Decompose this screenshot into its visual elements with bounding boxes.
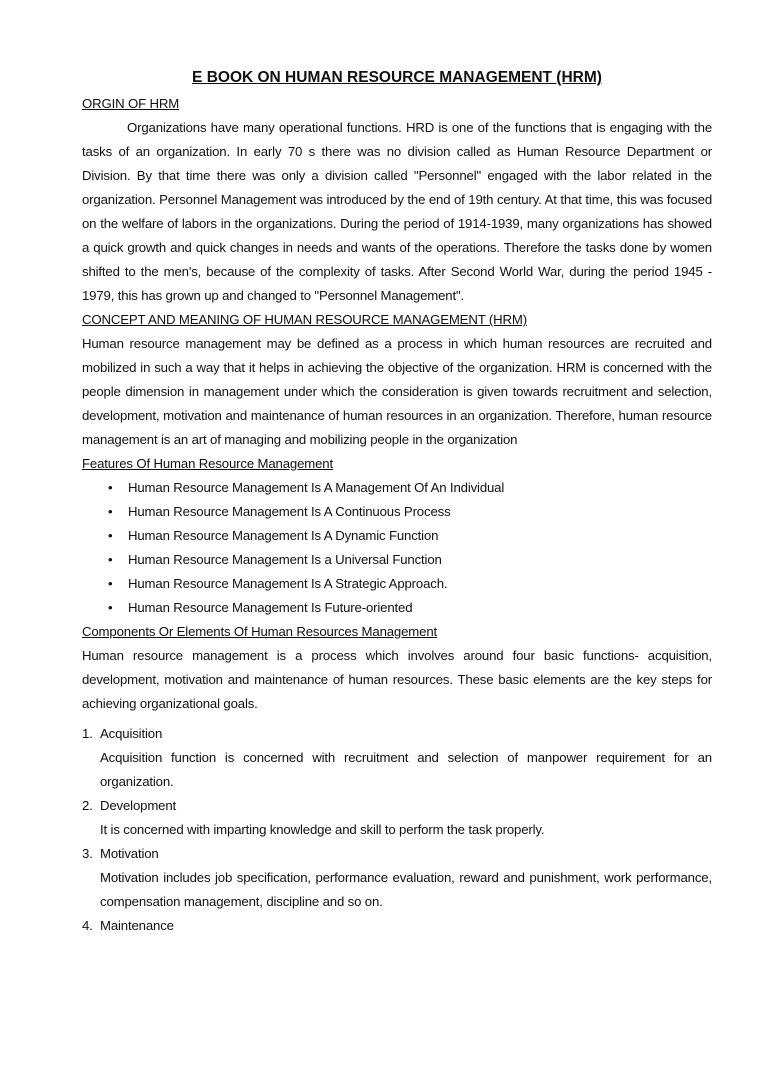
components-heading: Components Or Elements Of Human Resources Management xyxy=(82,624,438,639)
bullet-icon: • xyxy=(108,480,113,495)
list-item xyxy=(82,722,712,794)
list-item xyxy=(108,524,712,548)
bullet-icon: • xyxy=(108,600,113,615)
features-heading: Features Of Human Resource Management xyxy=(82,456,333,471)
component-title: Acquisition xyxy=(100,726,163,741)
bullet-icon: • xyxy=(108,552,113,567)
list-item xyxy=(82,794,712,842)
item-number: 2. xyxy=(82,798,93,813)
feature-text: Human Resource Management Is Future-oriented xyxy=(128,600,413,615)
component-title: Maintenance xyxy=(100,918,174,933)
component-title: Motivation xyxy=(100,846,159,861)
bullet-icon: • xyxy=(108,528,113,543)
components-list xyxy=(82,722,712,938)
origin-heading: ORGIN OF HRM xyxy=(82,96,180,111)
feature-text: Human Resource Management Is A Strategic Approach. xyxy=(128,576,448,591)
list-item xyxy=(82,914,712,938)
list-item xyxy=(108,476,712,500)
concept-heading: CONCEPT AND MEANING OF HUMAN RESOURCE MANAGEMENT (HRM) xyxy=(82,312,527,327)
concept-paragraph: Human resource management may be defined as a process in which human resources are recruited and mobilized in such a way that it helps in achieving the objective of the organization. HRM is concerned with the people dimension in management under which the consideration is given towards recruitment and selection, development, motivation and maintenance of human resources in an organization. Therefore, human resource management is an art of managing and mobilizing people in the organization xyxy=(82,336,712,447)
feature-text: Human Resource Management Is A Continuous Process xyxy=(128,504,451,519)
component-description: Acquisition function is concerned with recruitment and selection of manpower requirement for an organization. xyxy=(100,750,712,789)
document-page xyxy=(82,64,712,938)
list-item xyxy=(108,572,712,596)
list-item xyxy=(108,500,712,524)
component-description: It is concerned with imparting knowledge and skill to perform the task properly. xyxy=(100,822,545,837)
document-title: E BOOK ON HUMAN RESOURCE MANAGEMENT (HRM) xyxy=(192,69,602,86)
bullet-icon: • xyxy=(108,576,113,591)
list-item xyxy=(82,842,712,914)
item-number: 4. xyxy=(82,918,93,933)
component-title: Development xyxy=(100,798,177,813)
component-description: Motivation includes job specification, performance evaluation, reward and punishment, work performance, compensation management, discipline and so on. xyxy=(100,870,712,909)
feature-text: Human Resource Management Is A Management Of An Individual xyxy=(128,480,505,495)
item-number: 1. xyxy=(82,726,93,741)
list-item xyxy=(108,548,712,572)
list-item xyxy=(108,596,712,620)
feature-text: Human Resource Management Is a Universal Function xyxy=(128,552,442,567)
origin-paragraph: Organizations have many operational functions. HRD is one of the functions that is engaging with the tasks of an organization. In early 70 s there was no division called as Human Resource Department or Division. By that time there was only a division called "Personnel" engaged with the labor related in the organization. Personnel Management was introduced by the end of 19th century. At that time, this was focused on the welfare of labors in the organizations. During the period of 1914-1939, many organizations has showed a quick growth and quick changes in needs and wants of the operations. Therefore the tasks done by women shifted to the men's, because of the complexity of tasks. After Second World War, during the period 1945 - 1979, this has grown up and changed to "Personnel Management". xyxy=(82,120,712,303)
bullet-icon: • xyxy=(108,504,113,519)
feature-text: Human Resource Management Is A Dynamic Function xyxy=(128,528,439,543)
components-paragraph: Human resource management is a process which involves around four basic functions- acquisition, development, motivation and maintenance of human resources. These basic elements are the key steps for achieving organizational goals. xyxy=(82,648,712,711)
item-number: 3. xyxy=(82,846,93,861)
features-list xyxy=(82,476,712,620)
